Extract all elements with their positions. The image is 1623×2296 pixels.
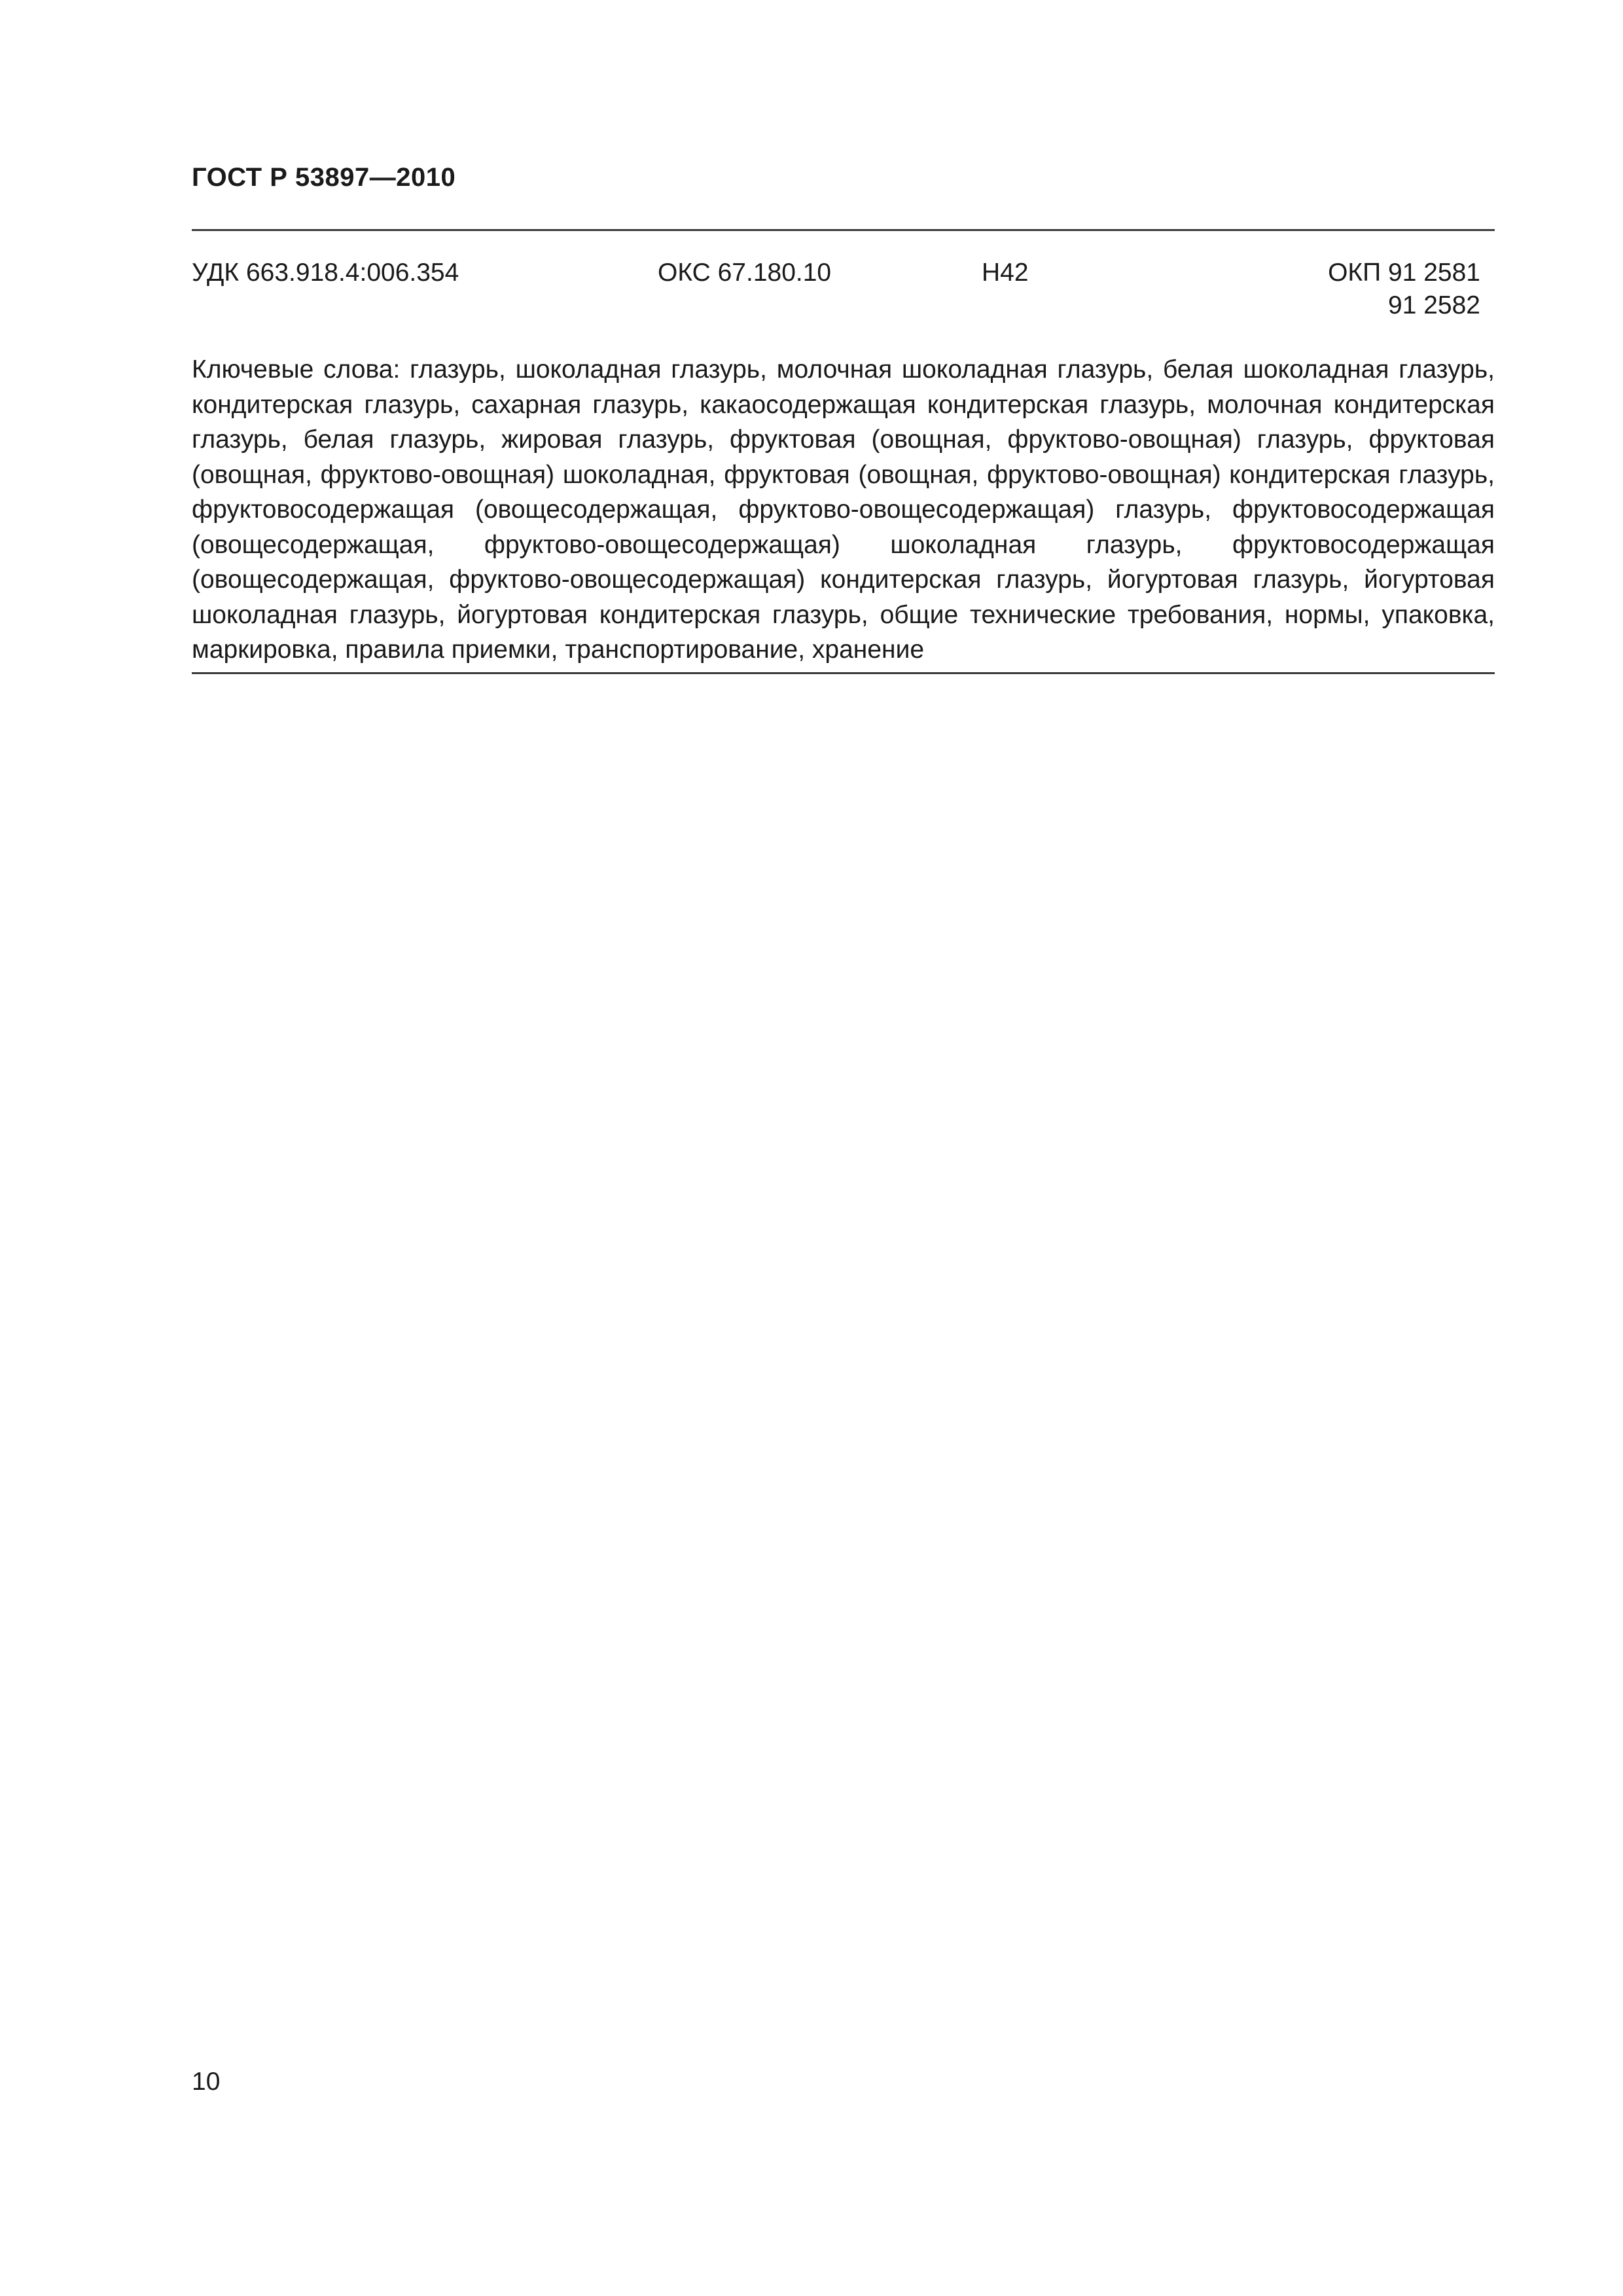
udk-code: УДК 663.918.4:006.354 — [192, 259, 459, 287]
page-number: 10 — [192, 2068, 221, 2096]
oks-code: ОКС 67.180.10 — [658, 259, 832, 287]
top-divider — [192, 229, 1495, 231]
bottom-divider — [192, 672, 1495, 674]
document-code: ГОСТ Р 53897—2010 — [192, 163, 456, 192]
okp-code-line-1: ОКП 91 2581 — [1328, 259, 1480, 287]
okp-code-line-2: 91 2582 — [1388, 291, 1480, 319]
group-code: Н42 — [982, 259, 1029, 287]
okp-codes — [1328, 257, 1480, 322]
keywords-paragraph: Ключевые слова: глазурь, шоколадная глазурь, молочная шоколадная глазурь, белая шоколадная глазурь, кондитерская глазурь, сахарная глазурь, какаосодержащая кондитерская глазурь, молочная кондитерская глазурь, белая глазурь, жировая глазурь, фруктовая (овощная, фруктово-овощная) глазурь, фруктовая (овощная, фруктово-овощная) шоколадная, фруктовая (овощная, фруктово-овощная) кондитерская глазурь, фруктовосодержащая (овощесодержащая, фруктово-овощесодержащая) глазурь, фруктовосодержащая (овощесодержащая, фруктово-овощесодержащая) шоколадная глазурь, фруктовосодержащая (овощесодержащая, фруктово-овощесодержащая) кондитерская глазурь, йогуртовая глазурь, йогуртовая шоколадная глазурь, йогуртовая кондитерская глазурь, общие технические требования, нормы, упаковка, маркировка, правила приемки, транспортирование, хранение — [192, 355, 1495, 664]
